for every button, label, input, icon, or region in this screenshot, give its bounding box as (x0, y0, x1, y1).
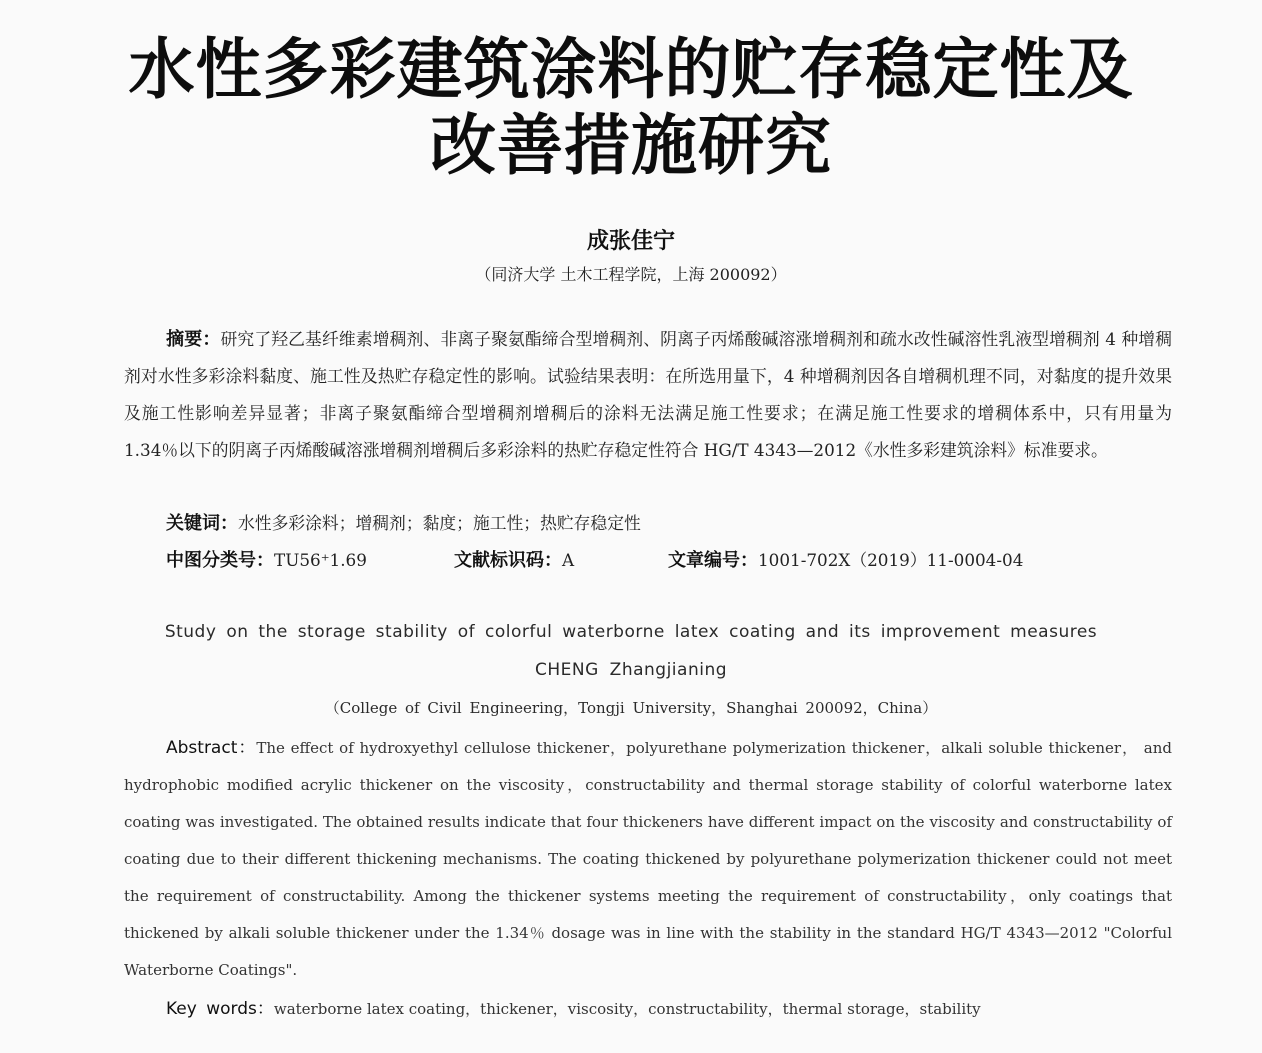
clc-number (166, 546, 454, 572)
author-name: 成张佳宁 (586, 229, 675, 254)
english-title: Study on the storage stability of colorful waterborne latex coating and its improvement measures (164, 622, 1098, 642)
keywords-english-label: Key words： (166, 999, 274, 1019)
article-number (668, 546, 1023, 572)
abstract-english-text: The effect of hydroxyethyl cellulose thickener，polyurethane polymerization thickener，alkali soluble thickener， and hydrophobic modified acrylic thickener on the viscosity，constructability and thermal storage stability of colorful waterborne latex coating was investigated. The obtained results indicate that four thickeners have different impact on the viscosity and constructability of coating due to their different thickening mechanisms. The coating thickened by polyurethane polymerization thickener could not meet the requirement of constructability. Among the thickener systems meeting the requirement of constructability，only coatings that thickened by alkali soluble thickener under the 1.34％ dosage was in line with the stability in the standard HG/T 4343—2012 "Colorful Waterborne Coatings". (124, 739, 1172, 979)
english-affiliation: （College of Civil Engineering，Tongji University，Shanghai 200092，China） (324, 699, 938, 717)
paper-title-line-1: 水性多彩建筑涂料的贮存稳定性及 (128, 31, 1134, 108)
paper-title (0, 32, 1262, 184)
article-number-value: 1001-702X（2019）11-0004-04 (758, 550, 1024, 570)
keywords-english-text: waterborne latex coating，thickener，viscosity，constructability，thermal storage，stability (273, 1000, 981, 1018)
keywords-chinese-text: 水性多彩涂料；增稠剂；黏度；施工性；热贮存稳定性 (238, 513, 641, 533)
abstract-chinese-text: 研究了羟乙基纤维素增稠剂、非离子聚氨酯缔合型增稠剂、阴离子丙烯酸碱溶涨增稠剂和疏水改性碱溶性乳液型增稠剂 4 种增稠剂对水性多彩涂料黏度、施工性及热贮存稳定性的影响。试验结果表明：在所选用量下，4 种增稠剂因各自增稠机理不同，对黏度的提升效果及施工性影响差异显著；非离子聚氨酯缔合型增稠剂增稠后的涂料无法满足施工性要求；在满足施工性要求的增稠体系中，只有用量为 1.34％以下的阴离子丙烯酸碱溶涨增稠剂增稠后多彩涂料的热贮存稳定性符合 HG/T 4343—2012《水性多彩建筑涂料》标准要求。 (124, 329, 1172, 460)
abstract-english (124, 730, 1172, 989)
abstract-english-label: Abstract： (166, 738, 257, 758)
clc-number-value: TU56⁺1.69 (274, 550, 367, 570)
abstract-chinese-label: 摘要： (166, 329, 221, 350)
article-number-label: 文章编号： (668, 550, 758, 571)
classification-line (166, 546, 1166, 572)
abstract-chinese (124, 321, 1172, 469)
clc-number-label: 中图分类号： (166, 550, 274, 571)
document-code (454, 546, 668, 572)
keywords-chinese-label: 关键词： (166, 513, 238, 534)
english-author: CHENG Zhangjianing (534, 660, 728, 680)
keywords-english (166, 994, 981, 1019)
document-code-value: A (562, 550, 575, 570)
document-code-label: 文献标识码： (454, 550, 562, 571)
author-affiliation: （同济大学 土木工程学院，上海 200092） (475, 265, 787, 284)
keywords-chinese (166, 509, 641, 535)
paper-title-line-2: 改善措施研究 (430, 107, 832, 184)
